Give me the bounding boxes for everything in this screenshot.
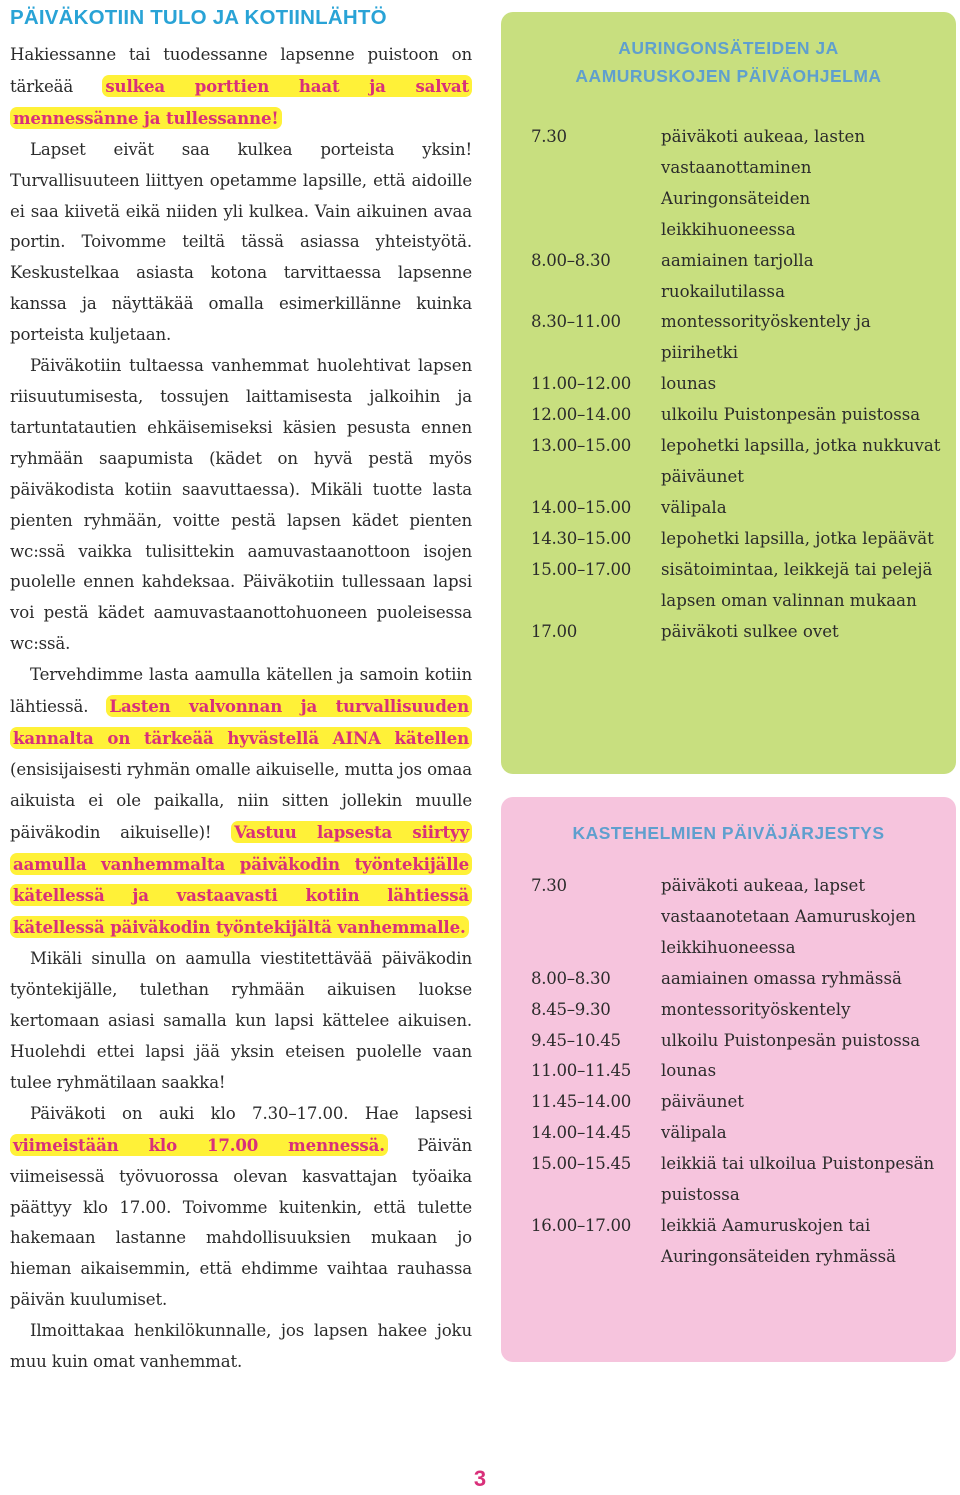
highlight-gates: sulkea porttien haat ja salvat mennessänne ja tullessanne! xyxy=(10,75,472,129)
schedule-time: 12.00–14.00 xyxy=(531,405,632,425)
paragraph-gates-safety: Lapset eivät saa kulkea porteista yksin! Turvallisuuteen liittyen opetamme lapsille, että aidoille ei saa kiivetä eikä niiden yli kulkea. Vain aikuinen avaa portin. Toivomme teiltä tässä asiassa yhteistyötä. Keskustelkaa asiasta kotona tarvittaessa lapsenne kanssa ja näyttäkää omalla esimerkillänne kuinka porteista kuljetaan. xyxy=(10,139,472,345)
schedule-activity: lounas xyxy=(661,1061,717,1081)
schedule-row xyxy=(531,524,941,555)
paragraph-gates xyxy=(10,40,472,135)
left-column xyxy=(10,0,472,1378)
text-span: (ensisijaisesti ryhmän omalle aikuiselle, mutta jos omaa aikuista ei ole paikalla, niin sitten jollekin muulle päiväkodin aikuiselle)! xyxy=(10,759,472,842)
schedule-row xyxy=(531,1056,941,1087)
text-span: Päiväkoti on auki klo 7.30–17.00. Hae lapsesi xyxy=(30,1103,472,1123)
schedule-row xyxy=(531,1149,941,1211)
schedule-activity: montessorityöskentely ja piirihetki xyxy=(661,312,871,363)
paragraph-greeting xyxy=(10,660,472,944)
schedule-row xyxy=(531,493,941,524)
schedule-time: 8.00–8.30 xyxy=(531,968,611,988)
schedule-activity: sisätoimintaa, leikkejä tai pelejä lapsen oman valinnan mukaan xyxy=(661,559,933,610)
body-text xyxy=(10,40,472,1378)
schedule-time: 7.30 xyxy=(531,127,567,146)
schedule-row xyxy=(531,995,941,1026)
schedule-time: 14.30–15.00 xyxy=(531,528,632,548)
schedule-time: 15.00–15.45 xyxy=(531,1154,632,1174)
schedule-activity: päiväkoti aukeaa, lapset vastaanotetaan Aamuruskojen leikkihuoneessa xyxy=(661,876,916,957)
schedule-activity: aamiainen tarjolla ruokailutilassa xyxy=(661,250,814,301)
schedule-activity: ulkoilu Puistonpesän puistossa xyxy=(661,1030,921,1050)
schedule-activity: lounas xyxy=(661,374,717,394)
schedule-activity: leikkiä Aamuruskojen tai Auringonsäteiden ryhmässä xyxy=(661,1215,897,1266)
paragraph-arrival: Päiväkotiin tultaessa vanhemmat huolehtivat lapsen riisuutumisesta, tossujen laittamisesta jalkoihin ja tartuntatautien ehkäisemiseksi käsien pesusta ennen ryhmään saapumista (kädet on hyvä pestä myös päiväkodista kotiin saavuttaessa). Mikäli tuotte lasta pienten ryhmään, voitte pestä lapsen kädet pienten wc:ssä vaikka tulisittekin aamuvastaanottoon isojen puolelle ennen kahdeksaa. Päiväkotiin tullessaan lapsi voi pestä kädet aamuvastaanottohuoneen puoleisessa wc:ssä. xyxy=(10,356,472,654)
highlight-handshake: Lasten valvonnan ja turvallisuuden kannalta on tärkeää hyvästellä AINA kätellen xyxy=(10,695,472,749)
schedule-row xyxy=(531,617,941,648)
paragraph-messages: Mikäli sinulla on aamulla viestitettävää päiväkodin työntekijälle, tulethan ryhmään aikuisen luokse kertomaan asiasi samalla kun lapsi kättelee aikuisen. Huolehdi ettei lapsi jää yksin eteisen puolelle vaan tulee ryhmätilaan saakka! xyxy=(10,949,472,1092)
schedule-activity: aamiainen omassa ryhmässä xyxy=(661,968,902,988)
schedule-row xyxy=(531,1118,941,1149)
schedule-time: 11.00–12.00 xyxy=(531,374,632,394)
schedule-activity: lepohetki lapsilla, jotka nukkuvat päiväunet xyxy=(661,436,941,486)
schedule-row xyxy=(531,964,941,995)
schedule-box-pink xyxy=(501,797,956,1362)
section-heading: PÄIVÄKOTIIN TULO JA KOTIINLÄHTÖ xyxy=(10,6,387,29)
schedule-row xyxy=(531,122,941,246)
schedule-time: 15.00–17.00 xyxy=(531,559,632,579)
schedule-time: 14.00–14.45 xyxy=(531,1123,632,1143)
schedule-row xyxy=(531,400,941,431)
schedule-box-green xyxy=(501,12,956,774)
schedule-row xyxy=(531,1211,941,1273)
schedule-row xyxy=(531,431,941,493)
schedule-activity: päiväunet xyxy=(661,1092,744,1112)
paragraph-other-pickup: Ilmoittakaa henkilökunnalle, jos lapsen hakee joku muu kuin omat vanhemmat. xyxy=(10,1321,472,1372)
schedule-time: 17.00 xyxy=(531,621,578,641)
schedule-row xyxy=(531,1026,941,1057)
schedule-row xyxy=(531,1087,941,1118)
schedule-time: 16.00–17.00 xyxy=(531,1215,632,1235)
schedule-activity: päiväkoti sulkee ovet xyxy=(661,621,839,641)
schedule-activity: välipala xyxy=(661,1123,727,1143)
schedule-time: 9.45–10.45 xyxy=(531,1030,621,1050)
schedule-time: 7.30 xyxy=(531,876,567,895)
schedule-title-line: AAMURUSKOJEN PÄIVÄOHJELMA xyxy=(575,66,882,86)
schedule-time: 11.00–11.45 xyxy=(531,1061,632,1081)
page-number: 3 xyxy=(473,1466,487,1491)
text-span: Päivän viimeisessä työvuorossa olevan kasvattajan työaika päättyy klo 17.00. Toivomme kuitenkin, että tulette hakemaan lastanne mahdollisuuksien mukaan jo hieman aikaisemmin, että ehdimme vaihtaa rauhassa päivän kuulumiset. xyxy=(10,1135,472,1310)
schedule-activity: ulkoilu Puistonpesän puistossa xyxy=(661,405,921,425)
schedule-activity: lepohetki lapsilla, jotka lepäävät xyxy=(661,528,934,548)
schedule-time: 14.00–15.00 xyxy=(531,497,632,517)
schedule-time: 8.45–9.30 xyxy=(531,999,611,1019)
schedule-row xyxy=(531,307,941,369)
schedule-time: 11.45–14.00 xyxy=(531,1092,632,1112)
schedule-time: 8.00–8.30 xyxy=(531,250,611,270)
paragraph-opening-hours xyxy=(10,1099,472,1316)
highlight-responsibility: Vastuu lapsesta siirtyy aamulla vanhemmalta päiväkodin työntekijälle kätellessä ja vastaavasti kotiin lähtiessä kätellessä päiväkodin työntekijältä vanhemmalle. xyxy=(10,821,472,939)
schedule-title xyxy=(501,34,956,90)
schedule-list xyxy=(531,871,941,1273)
schedule-row xyxy=(531,246,941,308)
schedule-activity: välipala xyxy=(661,497,727,517)
highlight-pickup-time: viimeistään klo 17.00 mennessä. xyxy=(10,1134,388,1156)
schedule-time: 13.00–15.00 xyxy=(531,436,632,456)
schedule-activity: leikkiä tai ulkoilua Puistonpesän puistossa xyxy=(661,1154,935,1205)
schedule-time: 8.30–11.00 xyxy=(531,312,621,332)
schedule-row xyxy=(531,369,941,400)
text-span: Tervehdimme lasta aamulla kätellen ja samoin kotiin lähtiessä. xyxy=(10,665,472,717)
schedule-title-line: AURINGONSÄTEIDEN JA xyxy=(618,38,839,58)
schedule-row xyxy=(531,871,941,964)
text-span: Hakiessanne tai tuodessanne lapsenne puistoon on tärkeää xyxy=(10,45,472,96)
schedule-row xyxy=(531,555,941,617)
schedule-activity: päiväkoti aukeaa, lasten vastaanottaminen Auringonsäteiden leikkihuoneessa xyxy=(661,127,866,239)
schedule-title: KASTEHELMIEN PÄIVÄJÄRJESTYS xyxy=(572,823,885,843)
schedule-list xyxy=(531,122,941,647)
schedule-activity: montessorityöskentely xyxy=(661,999,851,1019)
